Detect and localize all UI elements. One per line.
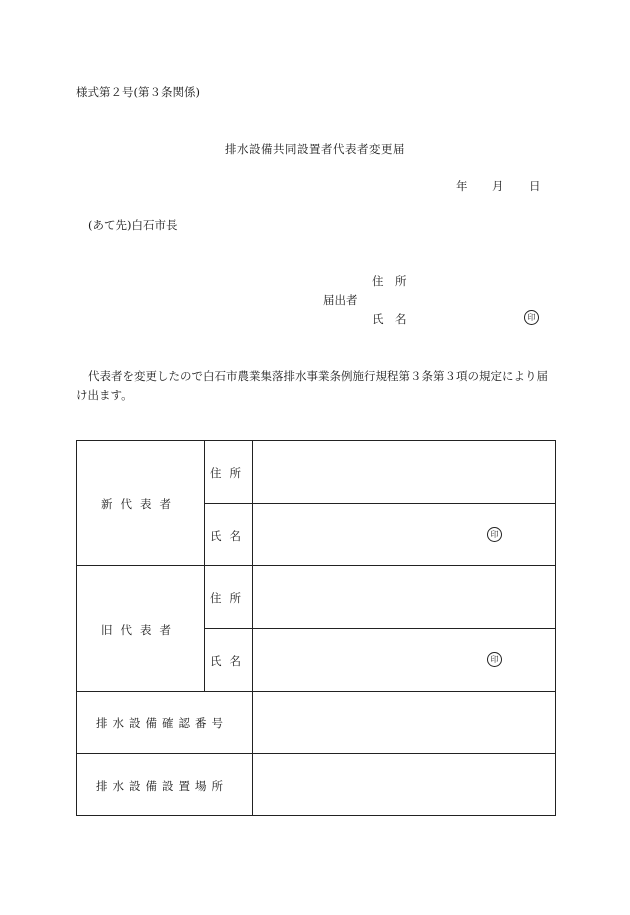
old-rep-address-label: 住所 xyxy=(210,591,249,605)
old-representative-label: 旧代表者 xyxy=(101,623,179,637)
new-rep-seal-mark: 印 xyxy=(487,527,502,542)
date-year-label: 年 xyxy=(456,179,468,193)
applicant-seal-mark: 印 xyxy=(524,310,539,325)
applicant-address-label: 住 所 xyxy=(372,274,407,288)
applicant-name-label: 氏 名 xyxy=(372,312,407,326)
date-day-label: 日 xyxy=(529,179,541,193)
form-number: 様式第２号(第３条関係) xyxy=(76,85,200,99)
old-rep-seal-mark: 印 xyxy=(487,652,502,667)
new-representative-label: 新代表者 xyxy=(101,497,179,511)
document-title: 排水設備共同設置者代表者変更届 xyxy=(225,142,405,156)
declaration-text: 代表者を変更したので白石市農業集落排水事業条例施行規程第３条第３項の規定により届け出ます。 xyxy=(76,369,548,402)
new-rep-name-label: 氏名 xyxy=(210,529,249,543)
addressee: (あて先)白石市長 xyxy=(88,218,178,232)
date-month-label: 月 xyxy=(492,179,504,193)
representative-change-table xyxy=(76,440,556,816)
confirmation-number-label: 排水設備確認番号 xyxy=(96,716,228,730)
installation-location-label: 排水設備設置場所 xyxy=(96,779,228,793)
applicant-label: 届出者 xyxy=(323,293,358,307)
new-rep-address-label: 住所 xyxy=(210,466,249,480)
old-rep-name-label: 氏名 xyxy=(210,654,249,668)
